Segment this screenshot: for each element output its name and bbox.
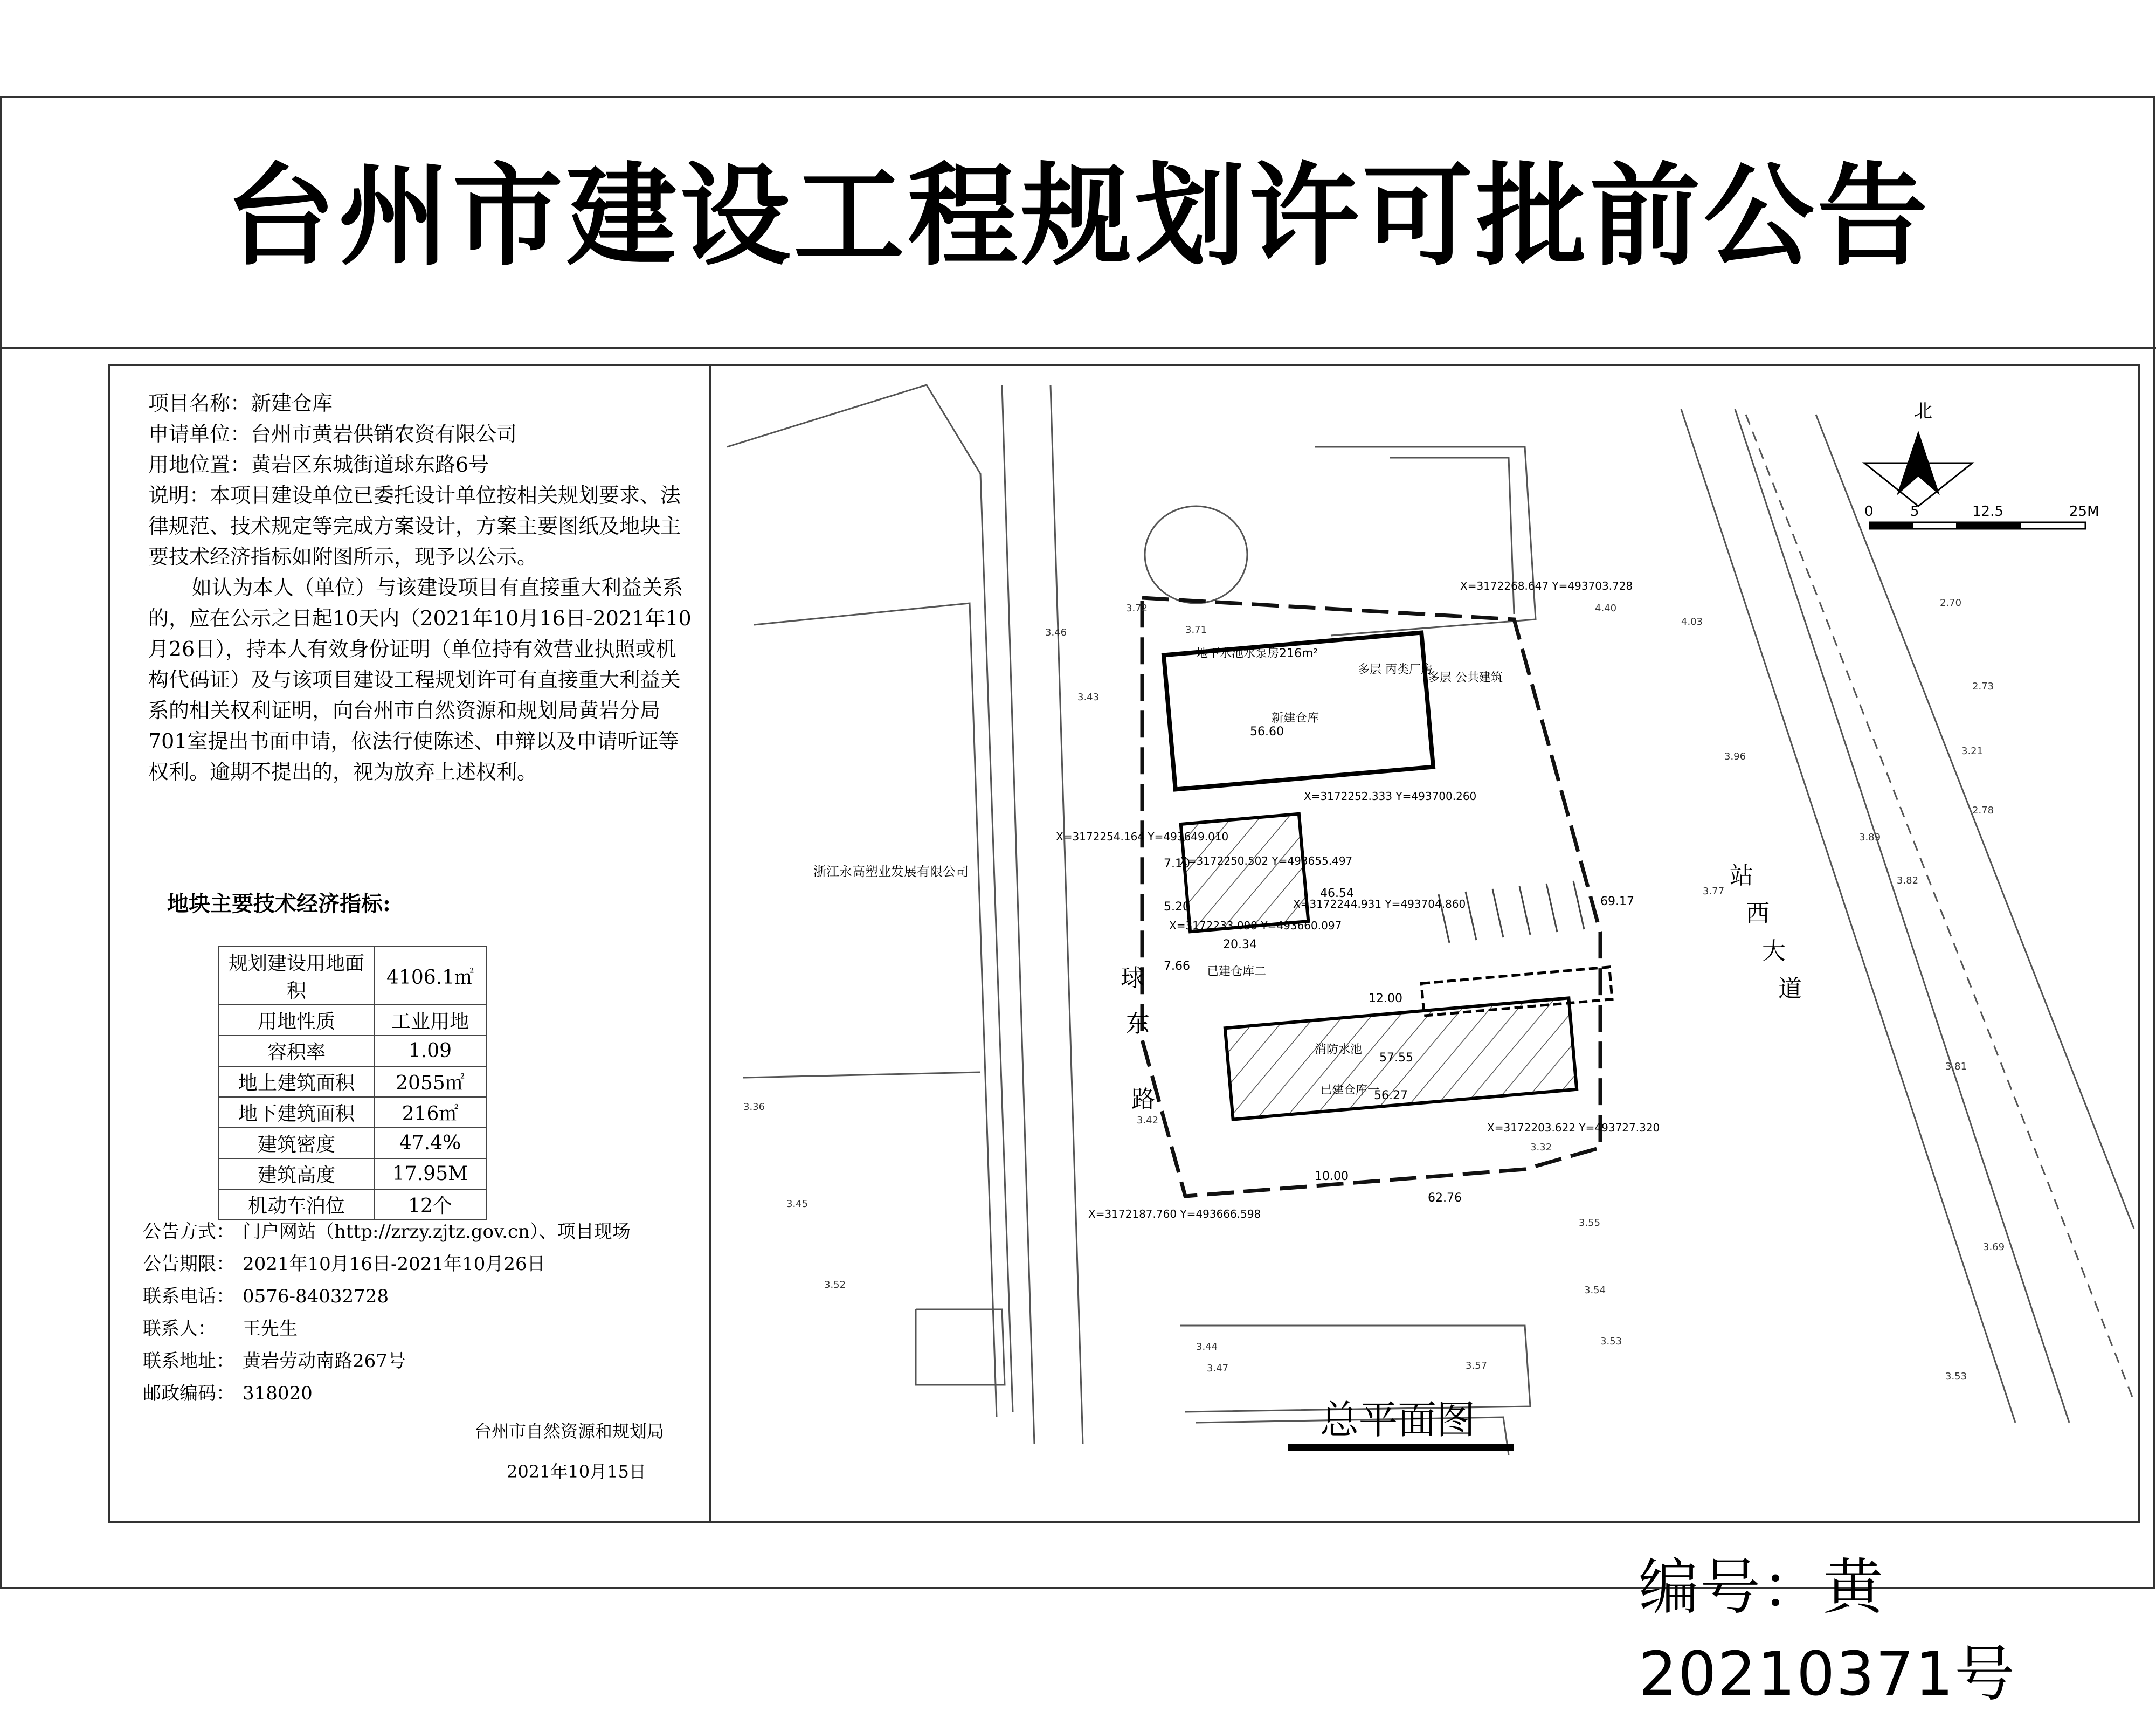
elevation-label: 3.81 (1945, 1061, 1967, 1072)
dimension-label: 46.54 (1320, 887, 1354, 900)
road-char: 西 (1746, 900, 1770, 927)
project-info (148, 388, 693, 788)
building-label: 已建仓库一 (1320, 1084, 1380, 1097)
period-row (143, 1248, 631, 1280)
road-char: 东 (1126, 1010, 1150, 1038)
elevation-label: 3.72 (1126, 603, 1148, 614)
table-row (219, 1005, 486, 1036)
road-char: 道 (1778, 975, 1802, 1003)
road-east-centerline (1746, 415, 2134, 1401)
indicator-key: 地下建筑面积 (219, 1097, 374, 1128)
west-boundary-line (727, 385, 1013, 1412)
elevation-label: 3.21 (1961, 746, 1984, 757)
indicator-key: 建筑高度 (219, 1158, 374, 1189)
west-small-building (916, 1309, 1005, 1385)
person-value: 王先生 (243, 1318, 298, 1340)
parking-area (1439, 881, 1584, 943)
postcode-label: 邮政编码： (143, 1383, 234, 1404)
elevation-label: 3.52 (824, 1279, 846, 1291)
dimension-label: 57.55 (1379, 1051, 1413, 1065)
project-name-label: 项目名称： (148, 391, 251, 415)
applicant-value: 台州市黄岩供销农资有限公司 (251, 422, 517, 446)
scale-label: 0 (1864, 503, 1874, 520)
coordinate-label: X=3172187.760 Y=493666.598 (1088, 1208, 1261, 1220)
north-neighbor-building (1315, 447, 1536, 636)
indicator-key: 地上建筑面积 (219, 1066, 374, 1097)
elevation-label: 3.44 (1196, 1341, 1218, 1353)
coordinate-label: X=3172233.099 Y=493660.097 (1169, 919, 1342, 932)
road-west-edge-2 (1051, 385, 1083, 1444)
indicator-key: 容积率 (219, 1036, 374, 1066)
dimension-label: 62.76 (1428, 1191, 1462, 1205)
period-value: 2021年10月16日-2021年10月26日 (243, 1253, 545, 1275)
elevation-label: 3.77 (1703, 886, 1725, 897)
dimension-label: 7.66 (1164, 960, 1190, 973)
applicant-line (148, 419, 693, 450)
table-row (219, 1158, 486, 1189)
coordinate-label: X=3172203.622 Y=493727.320 (1487, 1121, 1660, 1134)
elevation-label: 2.70 (1940, 597, 1962, 609)
address-value: 黄岩劳动南路267号 (243, 1350, 406, 1372)
elevation-label: 4.40 (1595, 603, 1617, 614)
scale-label: 12.5 (1972, 503, 2003, 520)
elevation-label: 3.43 (1077, 692, 1100, 703)
dimension-label: 7.10 (1164, 857, 1190, 871)
dimension-label: 69.17 (1600, 895, 1634, 908)
phone-value: 0576-84032728 (243, 1286, 389, 1307)
indicator-value: 1.09 (374, 1036, 486, 1066)
location-value: 黄岩区东城街道球东路6号 (251, 453, 489, 477)
applicant-label: 申请单位： (148, 422, 251, 446)
west-divider-line (743, 1072, 980, 1078)
person-label: 联系人： (143, 1318, 216, 1340)
notice-text: 如认为本人（单位）与该建设项目有直接重大利益关系的，应在公示之日起10天内（2021年10月16日-2021年10月26日），持本人有效身份证明（单位持有效营业执照或机构代码证）及与该项目建设工程规划许可有直接重大利益关系的相关权利证明，向台州市自然资源和规划局黄岩分局701室提出书面申请，依法行使陈述、申辩以及申请听证等权利。逾期不提出的，视为放弃上述权利。 (148, 576, 692, 784)
road-east-edge-2 (1735, 409, 2069, 1423)
elevation-label: 3.46 (1045, 627, 1067, 638)
table-row (219, 1097, 486, 1128)
road-char: 球 (1121, 964, 1144, 992)
indicator-key: 用地性质 (219, 1005, 374, 1036)
elevation-label: 3.57 (1466, 1360, 1488, 1371)
building-label: 消防水池 (1315, 1043, 1363, 1057)
road-char: 路 (1131, 1086, 1155, 1113)
document-number: 编号：黄20210371号 (1639, 1552, 2016, 1709)
dimension-label: 56.27 (1374, 1089, 1408, 1102)
dimension-label: 5.20 (1164, 900, 1190, 914)
indicator-value: 17.95M (374, 1158, 486, 1189)
elevation-label: 2.73 (1972, 681, 1994, 692)
road-east-edge (1681, 409, 2015, 1423)
contact-block (143, 1216, 631, 1410)
indicators-table (218, 946, 487, 1220)
site-plan (711, 366, 2138, 1521)
scale-label: 25M (2069, 503, 2099, 520)
coordinate-label: X=3172250.502 Y=493655.497 (1180, 854, 1353, 867)
road-west-edge (1002, 385, 1034, 1444)
indicator-value: 12个 (374, 1189, 486, 1220)
building-label: 地下水池水泵房216m² (1196, 647, 1318, 660)
indicator-value: 4106.1㎡ (374, 947, 486, 1005)
indicator-value: 47.4% (374, 1128, 486, 1158)
project-name-line (148, 388, 693, 419)
address-label: 联系地址： (143, 1350, 234, 1372)
project-name-value: 新建仓库 (251, 391, 333, 415)
map-caption: 总平面图 (1320, 1397, 1476, 1443)
table-row (219, 1128, 486, 1158)
elevation-label: 3.42 (1137, 1115, 1159, 1126)
indicator-key: 规划建设用地面积 (219, 947, 374, 1005)
method-row (143, 1216, 631, 1248)
elevation-label: 3.53 (1945, 1371, 1967, 1382)
elevation-label: 2.78 (1972, 805, 1994, 816)
indicator-key: 建筑密度 (219, 1128, 374, 1158)
elevation-label: 3.96 (1724, 751, 1746, 762)
table-row (219, 1036, 486, 1066)
road-char: 站 (1730, 862, 1753, 889)
coordinate-label: X=3172268.647 Y=493703.728 (1460, 579, 1633, 592)
coordinate-label: X=3172254.164 Y=493649.010 (1056, 830, 1229, 843)
elevation-label: 3.55 (1579, 1217, 1601, 1229)
north-arrow (1864, 401, 1972, 506)
issue-date: 2021年10月15日 (507, 1461, 646, 1482)
tree-circle (1145, 506, 1247, 603)
phone-row (143, 1280, 631, 1313)
table-row (219, 947, 486, 1005)
method-label: 公告方式： (143, 1221, 234, 1243)
dimension-label: 10.00 (1315, 1170, 1349, 1183)
description-text: 说明：本项目建设单位已委托设计单位按相关规划要求、法律规范、技术规定等完成方案设计，方案主要图纸及地块主要技术经济指标如附图所示，现予以公示。 (148, 484, 681, 569)
table-row (219, 1066, 486, 1097)
west-building-outline (754, 603, 997, 1417)
caption-underline (1288, 1444, 1514, 1451)
issuer: 台州市自然资源和规划局 (474, 1421, 665, 1441)
dimension-label: 20.34 (1223, 938, 1257, 951)
elevation-label: 3.47 (1207, 1363, 1229, 1374)
location-label: 用地位置： (148, 453, 251, 477)
elevation-label: 3.82 (1897, 875, 1919, 886)
period-label: 公告期限： (143, 1253, 234, 1275)
elevation-label: 3.89 (1859, 832, 1881, 843)
document-title: 台州市建设工程规划许可批前公告 (225, 153, 1931, 281)
postcode-value: 318020 (243, 1383, 313, 1404)
road-east-label (1730, 862, 1802, 1003)
method-value: 门户网站（http://zrzy.zjtz.gov.cn）、项目现场 (243, 1221, 631, 1243)
indicator-value: 2055㎡ (374, 1066, 486, 1097)
building-label: 新建仓库 (1272, 712, 1319, 725)
neighbor-company-label: 浙江永高塑业发展有限公司 (813, 864, 969, 879)
coordinate-label: X=3172252.333 Y=493700.260 (1304, 790, 1477, 803)
phone-label: 联系电话： (143, 1286, 234, 1307)
location-line (148, 450, 693, 480)
road-east-edge-3 (1816, 415, 2134, 1229)
elevation-labels (743, 597, 2005, 1382)
north-label: 北 (1914, 401, 1932, 422)
building-label: 多层 公共建筑 (1428, 671, 1503, 685)
scale-bar (1864, 503, 2099, 529)
dimension-label: 12.00 (1369, 992, 1402, 1005)
building-label: 多层 丙类厂房 (1358, 663, 1433, 677)
elevation-label: 3.45 (786, 1198, 808, 1210)
elevation-label: 3.69 (1983, 1241, 2005, 1253)
elevation-label: 3.32 (1530, 1142, 1552, 1153)
person-row (143, 1313, 631, 1345)
site-plan-drawing (711, 366, 2138, 1521)
postcode-row (143, 1377, 631, 1410)
scale-label: 5 (1910, 503, 1919, 520)
building-label: 已建仓库二 (1207, 965, 1267, 978)
address-row (143, 1345, 631, 1377)
indicator-value: 工业用地 (374, 1005, 486, 1036)
elevation-label: 3.54 (1584, 1285, 1606, 1296)
elevation-label: 3.53 (1600, 1336, 1622, 1347)
elevation-label: 3.71 (1185, 624, 1207, 636)
indicator-key: 机动车泊位 (219, 1189, 374, 1220)
elevation-label: 4.03 (1681, 616, 1703, 627)
indicators-title: 地块主要技术经济指标: (167, 891, 391, 916)
dimension-label: 56.60 (1250, 725, 1284, 739)
coordinate-label: X=3172244.931 Y=493704.860 (1293, 898, 1466, 910)
road-char: 大 (1762, 937, 1786, 965)
indicator-value: 216㎡ (374, 1097, 486, 1128)
road-west-label (1121, 964, 1155, 1113)
elevation-label: 3.36 (743, 1101, 765, 1113)
